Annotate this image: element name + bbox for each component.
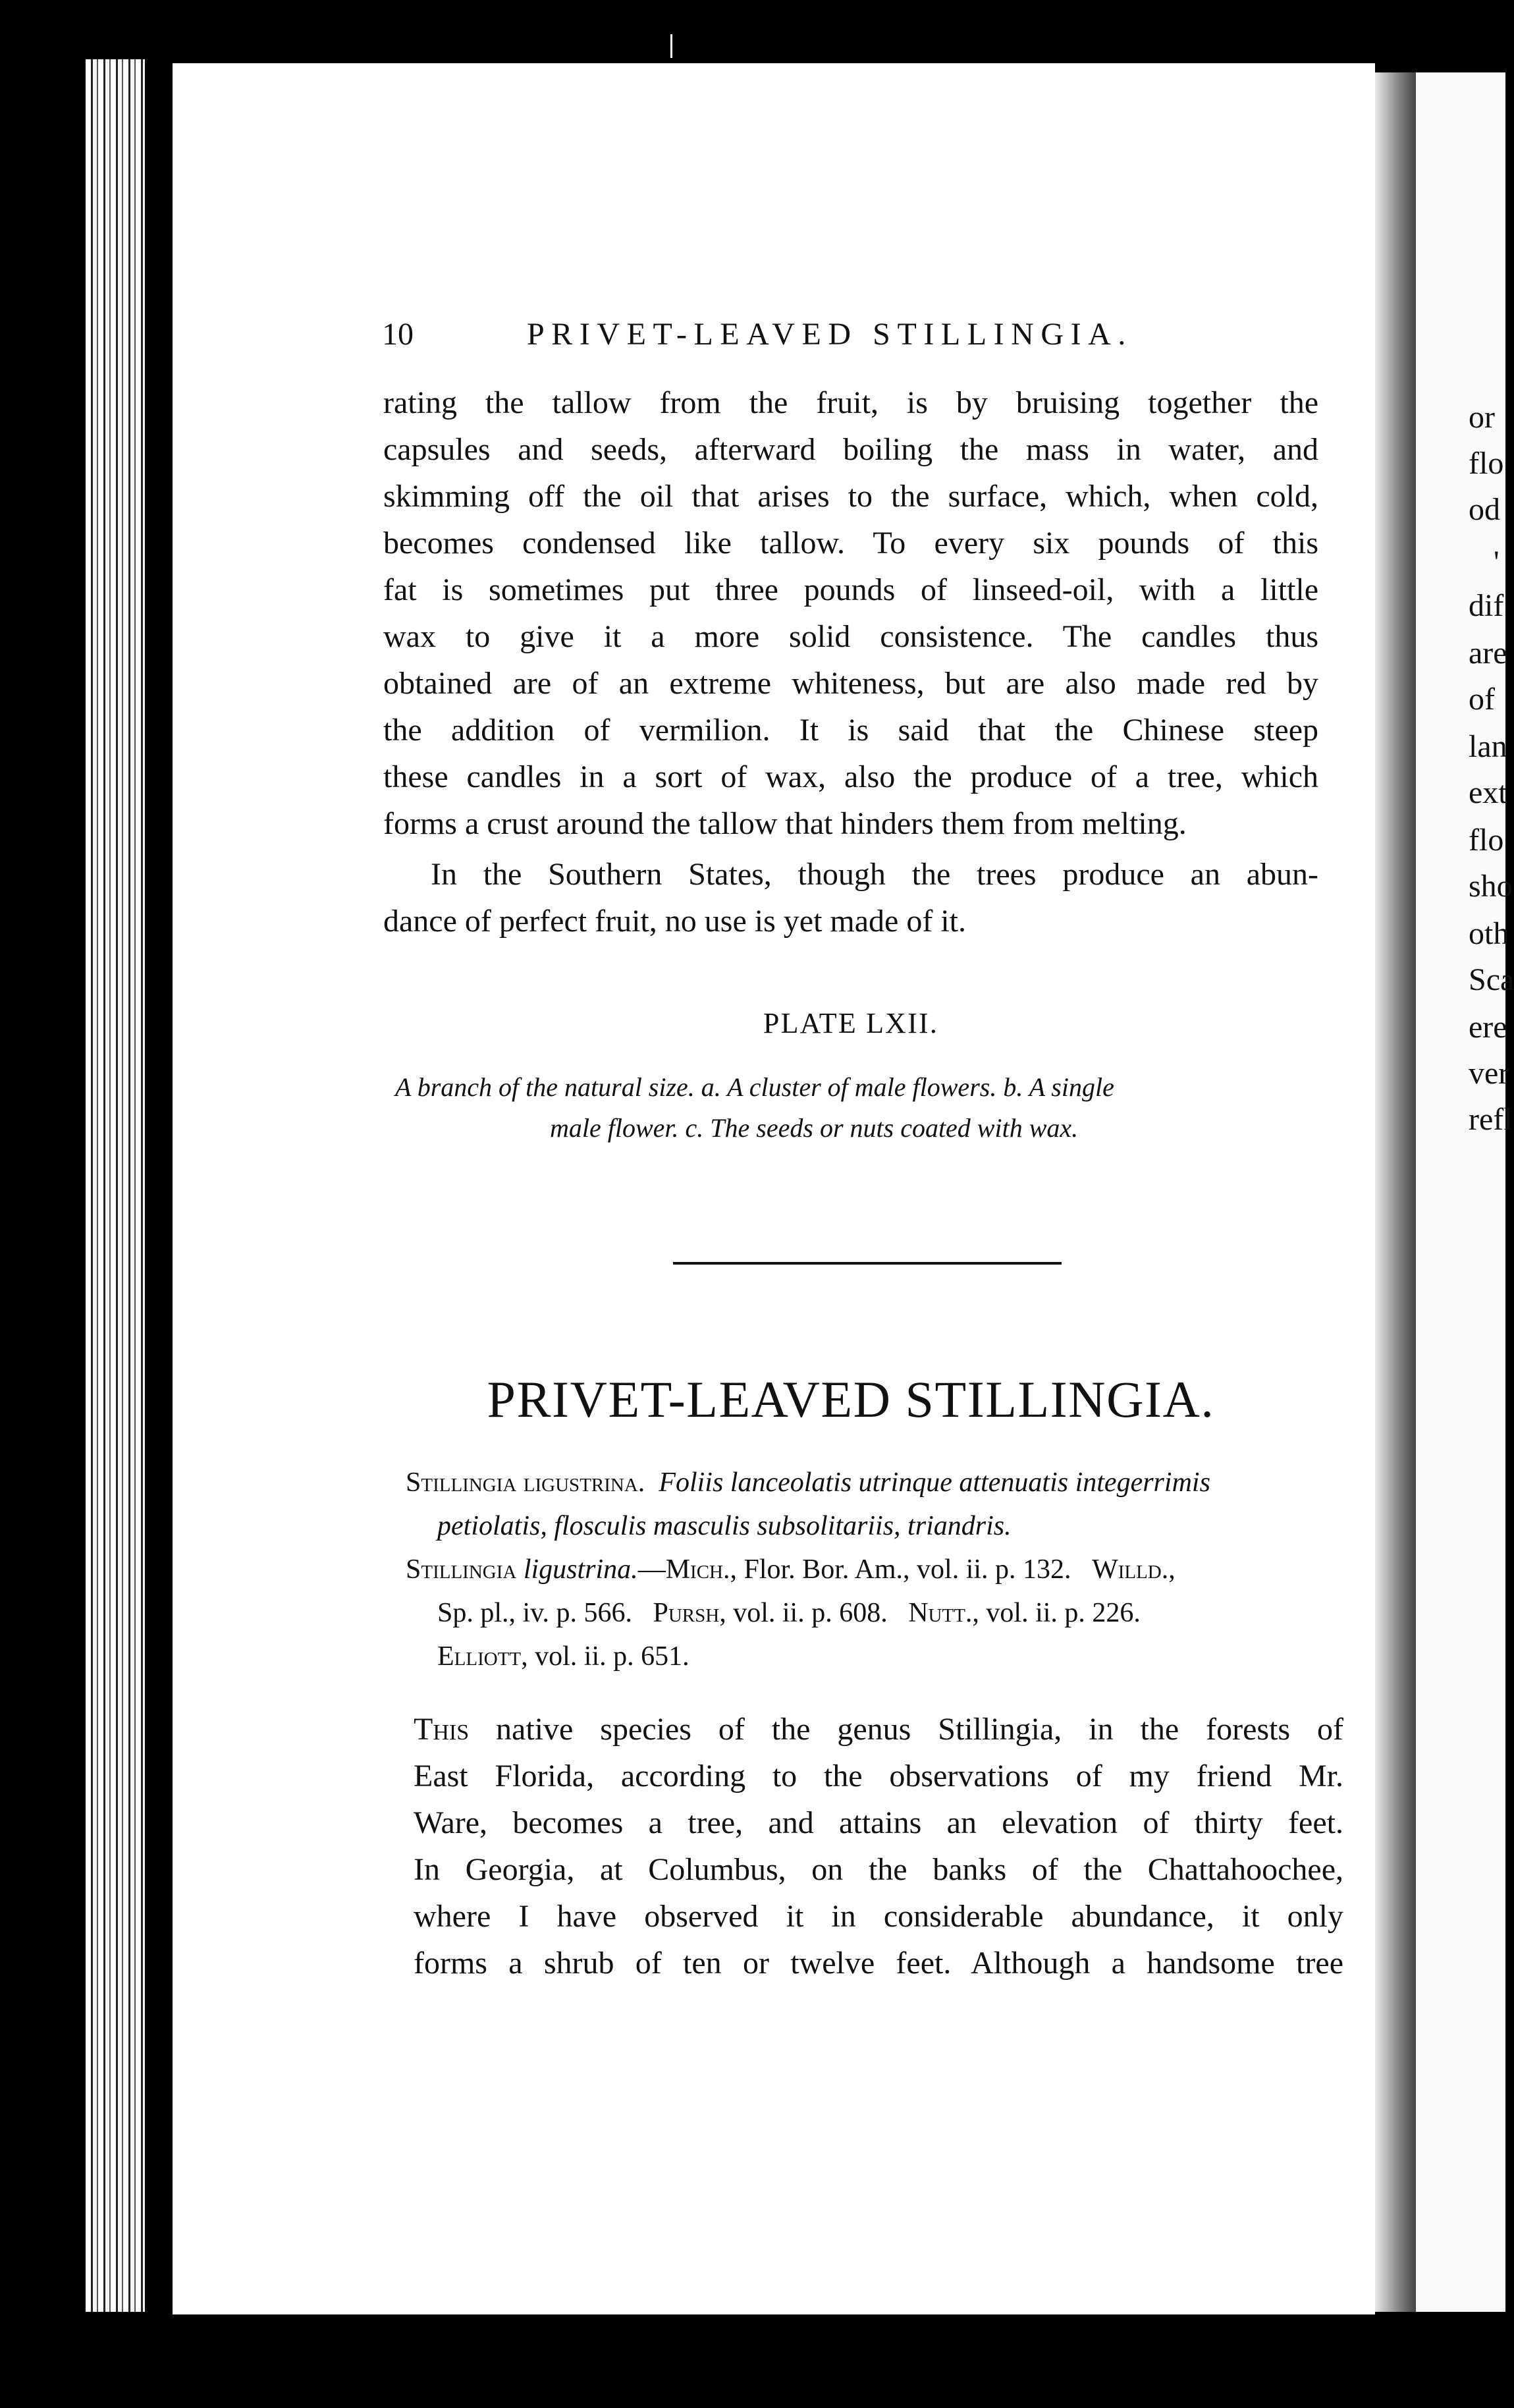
text-line: wax to give it a more solid consistence. The candles thus <box>383 619 1318 654</box>
caption-line: A branch of the natural size. a. A cluster of male flowers. b. A single <box>395 1072 1114 1102</box>
text-line: In Georgia, at Columbus, on the banks of the Chattahoochee, <box>414 1852 1343 1887</box>
citation: , vol. ii. p. 651. <box>521 1641 689 1672</box>
synonymy-line <box>406 1548 1328 1591</box>
facing-text-fragment: oth <box>1469 916 1509 951</box>
latin-description: Foliis lanceolatis utrinque attenuatis integerrimis <box>659 1467 1210 1498</box>
facing-text-fragment: of <box>1469 682 1495 717</box>
facing-text-fragment: ext <box>1469 775 1507 810</box>
author-name: Elliott <box>437 1641 522 1672</box>
text-line: forms a shrub of ten or twelve feet. Although a handsome tree <box>414 1946 1343 1981</box>
text-line: forms a crust around the tallow that hinders them from melting. <box>383 806 1187 841</box>
book-gutter <box>1375 72 1416 2312</box>
citation: , vol. ii. p. 608. <box>719 1598 888 1628</box>
synonymy-line <box>406 1635 1328 1678</box>
page-number: 10 <box>382 317 414 352</box>
facing-text-fragment: ' <box>1494 545 1500 580</box>
citation: Sp. pl., iv. p. 566. <box>437 1598 632 1628</box>
continued-paragraph <box>383 379 1318 847</box>
text-line: Ware, becomes a tree, and attains an elevation of thirty feet. <box>414 1805 1343 1840</box>
author-name: Nutt. <box>908 1598 973 1628</box>
description-paragraph <box>414 1706 1343 1986</box>
text-line: dance of perfect fruit, no use is yet made of it. <box>383 904 966 939</box>
synonymy-line <box>406 1461 1328 1504</box>
facing-text-fragment: flo <box>1469 446 1504 481</box>
plate-title: PLATE LXII. <box>763 1007 939 1039</box>
running-head <box>382 316 1133 352</box>
facing-text-fragment: sho <box>1469 869 1513 904</box>
caption-line: male flower. c. The seeds or nuts coated with wax. <box>550 1113 1079 1143</box>
genus-name: Stillingia <box>406 1554 517 1585</box>
species-name: Stillingia ligustrina. <box>406 1467 645 1498</box>
facing-text-fragment: dif <box>1469 588 1504 623</box>
text-line: these candles in a sort of wax, also the produce of a tree, which <box>383 759 1318 794</box>
citation: , vol. ii. p. 226. <box>972 1598 1141 1628</box>
text-line: fat is sometimes put three pounds of linseed-oil, with a little <box>383 572 1318 607</box>
facing-text-fragment: lan <box>1469 729 1507 764</box>
text-line: In the Southern States, though the trees produce an abun- <box>431 857 1318 892</box>
facing-text-fragment: od <box>1469 492 1500 527</box>
facing-text-fragment: are <box>1469 636 1507 670</box>
book-page-edges <box>86 59 145 2312</box>
section-title: PRIVET-LEAVED STILLINGIA. <box>487 1371 1215 1428</box>
facing-text-fragment: refl <box>1469 1102 1513 1137</box>
text-line: rating the tallow from the fruit, is by bruising together the <box>383 385 1318 420</box>
southern-states-paragraph <box>383 851 1318 944</box>
plate-caption <box>395 1067 1330 1149</box>
text-line: the addition of vermilion. It is said that the Chinese steep <box>383 713 1318 748</box>
author-name: —Mich. <box>637 1554 730 1585</box>
running-title: PRIVET-LEAVED STILLINGIA. <box>527 317 1133 352</box>
text-line: obtained are of an extreme whiteness, but are also made red by <box>383 666 1318 701</box>
text-line <box>414 1706 1343 1753</box>
text-line: where I have observed it in considerable abundance, it only <box>414 1899 1343 1934</box>
facing-text-fragment: ver <box>1469 1056 1509 1091</box>
text-line: East Florida, according to the observations of my friend Mr. <box>414 1759 1343 1793</box>
synonymy <box>406 1461 1328 1678</box>
synonymy-line <box>406 1591 1328 1635</box>
latin-description: petiolatis, flosculis masculis subsolitariis, triandris. <box>437 1511 1012 1541</box>
section-divider <box>673 1262 1062 1265</box>
species-epithet: ligustrina. <box>523 1554 638 1585</box>
opening-word: This <box>414 1712 470 1747</box>
text-run: native species of the genus Stillingia, in the forests of <box>469 1712 1343 1747</box>
text-line: becomes condensed like tallow. To every six pounds of this <box>383 526 1318 561</box>
text-line: skimming off the oil that arises to the surface, which, when cold, <box>383 479 1318 514</box>
facing-text-fragment: flo <box>1469 823 1504 858</box>
facing-page <box>1416 72 1514 2312</box>
author-name: Pursh <box>653 1598 720 1628</box>
facing-text-fragment: Sca <box>1469 962 1514 997</box>
text-line: capsules and seeds, afterward boiling the mass in water, and <box>383 432 1318 467</box>
punctuation: , <box>1168 1554 1176 1585</box>
facing-text-fragment: ere <box>1469 1010 1507 1045</box>
author-name: Willd. <box>1092 1554 1169 1585</box>
scan-mark <box>670 34 672 58</box>
facing-text-fragment: or <box>1469 400 1495 435</box>
citation: , Flor. Bor. Am., vol. ii. p. 132. <box>730 1554 1071 1585</box>
